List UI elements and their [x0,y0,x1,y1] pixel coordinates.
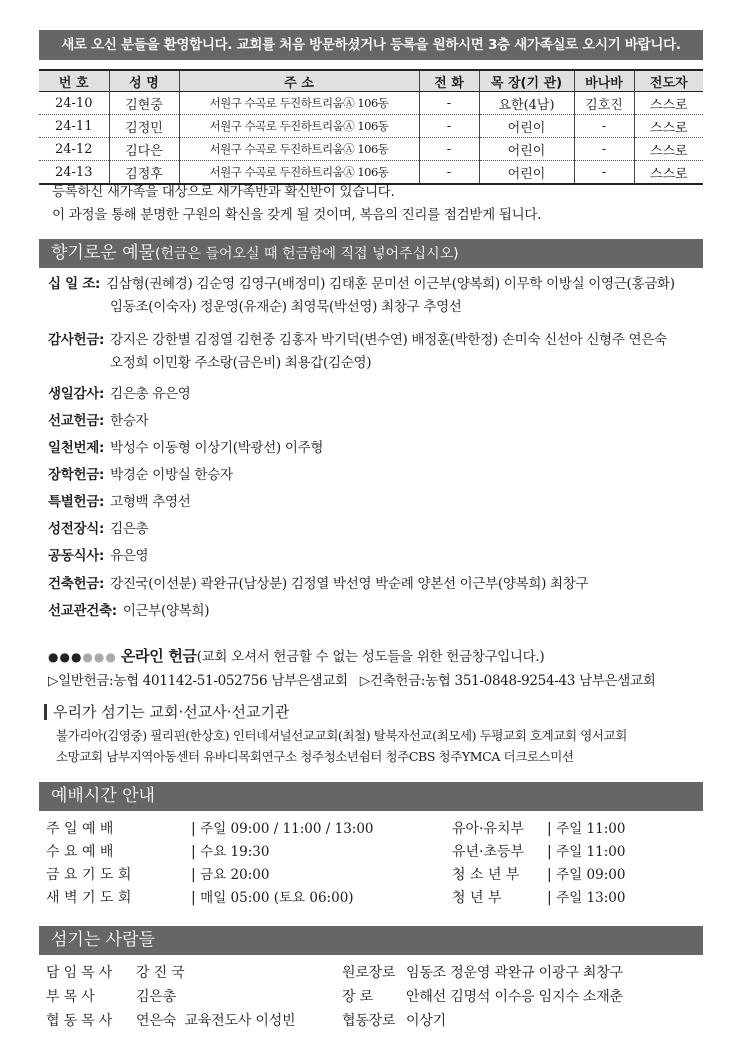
worship-item: 청 소 년 부 | 주일 09:00 [452,863,625,884]
cell-evangelist: 스스로 [634,161,703,185]
offering-meal [48,545,148,568]
registration-note-2: 이 과정을 통해 분명한 구원의 확신을 갖게 될 것이며, 복음의 진리를 점검받게 됩니다. [52,207,542,223]
offering-label: 선교관건축: [48,603,117,619]
worship-time: 수요 19:30 [200,844,270,860]
account-general: ▷일반헌금:농협 401142-51-052756 남부은샘교회 [48,673,348,689]
cell-evangelist: 스스로 [634,138,703,161]
col-name: 성 명 [109,70,179,92]
offering-names: 이근부(양복희) [122,603,210,619]
worship-name: 금 요 기 도 회 [46,867,132,883]
servant-row [46,1010,295,1030]
offering-names: 김삼형(권혜경) 김순영 김영구(배정미) 김태훈 문미선 이근부(양복희) 이무학 이방실 이영근(홍금화) [106,276,675,292]
cell-number: 24-12 [39,138,109,161]
col-evangelist: 전도자 [634,70,703,92]
offering-names: 박성수 이동형 이상기(박광선) 이주형 [110,440,324,456]
cell-address: 서원구 수곡로 두진하트리움Ⓐ 106동 [179,138,419,161]
cell-phone: - [419,92,479,115]
registration-note-1: 등록하신 새가족을 대상으로 새가족반과 확신반이 있습니다. [52,184,395,200]
worship-time: 주일 09:00 [556,867,626,883]
servant-row [342,986,623,1006]
missions-line-2: 소망교회 남부지역아동센터 유바디목회연구소 청주청소년쉼터 청주CBS 청주YMCA 더크로스미션 [56,749,574,764]
cell-number: 24-13 [39,161,109,185]
cell-group: 어린이 [479,115,574,138]
welcome-banner: 새로 오신 분들을 환영합니다. 교회를 처음 방문하셨거나 등록을 원하시면 3층 새가족실로 오시기 바랍니다. [39,30,703,60]
col-number: 번 호 [39,70,109,92]
offering-label: 성전장식: [48,521,105,537]
col-phone: 전 화 [419,70,479,92]
table-row [39,92,703,115]
servant-row [46,962,184,982]
online-offering [48,645,544,666]
offering-birthday [48,383,191,406]
offering-label: 선교헌금: [48,413,105,429]
worship-name: 주 일 예 배 [46,821,114,837]
online-accounts [48,669,656,689]
servant-role: 장 로 [342,989,373,1005]
offering-label: 일천번제: [48,440,105,456]
servant-role: 부 목 사 [46,989,95,1005]
worship-header [39,782,703,811]
servants-title: 섬기는 사람들 [51,930,155,950]
cell-barnabas: - [574,161,634,185]
cell-phone: - [419,138,479,161]
offering-names: 고형백 추영선 [110,494,191,510]
offering-label: 특별헌금: [48,494,105,510]
cell-group: 어린이 [479,161,574,185]
cell-evangelist: 스스로 [634,92,703,115]
worship-time: 금요 20:00 [200,867,270,883]
cell-name: 김다은 [109,138,179,161]
servant-row [342,962,623,982]
col-group: 목 장(기 관) [479,70,574,92]
cell-barnabas: 김호진 [574,92,634,115]
cell-name: 김정민 [109,115,179,138]
worship-title: 예배시간 안내 [51,786,155,806]
servant-row [342,1010,446,1030]
offering-label: 생일감사: [48,386,105,402]
offering-label: 십 일 조: [48,276,101,292]
cell-address: 서원구 수곡로 두진하트리움Ⓐ 106동 [179,115,419,138]
cell-number: 24-10 [39,92,109,115]
servant-row [46,986,176,1006]
col-barnabas: 바나바 [574,70,634,92]
servant-names: 이상기 [406,1013,446,1029]
offering-label: 공동식사: [48,548,105,564]
servant-role: 담 임 목 사 [46,965,113,981]
cell-address: 서원구 수곡로 두진하트리움Ⓐ 106동 [179,161,419,185]
offering-names: 오정희 이민황 주소랑(금은비) 최용갑(김순영) [110,355,372,371]
offering-thousand [48,437,323,460]
offering-names: 김은총 [110,521,149,537]
cell-barnabas: - [574,115,634,138]
worship-name: 유아·유치부 [452,821,525,837]
servant-names: 강 진 국 [136,965,185,981]
offering-names: 강진국(이선분) 곽완규(남상분) 김정열 박선영 박순례 양본선 이근부(양복희) 최창구 [110,576,589,592]
new-member-table [39,69,703,185]
cell-address: 서원구 수곡로 두진하트리움Ⓐ 106동 [179,92,419,115]
cell-barnabas: - [574,138,634,161]
offering-label: 장학헌금: [48,467,105,483]
offering-label: 감사헌금: [48,332,105,348]
decorative-dots-icon: ●●●●●● [48,650,117,664]
worship-time: 주일 11:00 [556,844,626,860]
worship-name: 새 벽 기 도 회 [46,890,132,906]
cell-phone: - [419,115,479,138]
account-building: ▷건축헌금:농협 351-0848-9254-43 남부은샘교회 [359,673,656,689]
missions-line-1: 불가리아(김영중) 필리핀(한상호) 인터네셔널선교교회(최철) 탈북자선교(최모세) 두평교회 호계교회 영서교회 [56,728,627,743]
cell-phone: - [419,161,479,185]
offering-scholarship [48,464,233,487]
worship-name: 청 소 년 부 [452,867,520,883]
worship-item: 청 년 부 | 주일 13:00 [452,886,625,907]
servant-names: 이성빈 [255,1013,296,1029]
servant-role: 교육전도사 [184,1013,252,1029]
offering-names: 박경순 이방실 한승자 [110,467,233,483]
servant-names: 임동조 정운영 곽완규 이광구 최창구 [406,965,623,981]
cell-number: 24-11 [39,115,109,138]
servant-role: 협 동 목 사 [46,1013,113,1029]
table-row [39,138,703,161]
worship-item: 새 벽 기 도 회 | 매일 05:00 (토요 06:00) [46,886,354,907]
servant-names: 안해선 김명석 이수응 임지수 소재춘 [406,989,623,1005]
missions-title: 우리가 섬기는 교회·선교사·선교기관 [44,704,289,720]
offering-decoration [48,518,148,541]
worship-item: 유년·초등부 | 주일 11:00 [452,840,625,861]
offering-thanks [48,329,667,375]
online-title: 온라인 헌금 [120,647,197,665]
offering-names: 유은영 [110,548,149,564]
cell-evangelist: 스스로 [634,115,703,138]
offering-names: 김은총 유은영 [110,386,191,402]
worship-name: 수 요 예 배 [46,844,114,860]
offering-names: 임동조(이숙자) 정운영(유재순) 최영묵(박선영) 최창구 추영선 [110,299,462,315]
worship-name: 유년·초등부 [452,844,525,860]
servant-role: 원로장로 [342,965,396,981]
worship-item: 수 요 예 배 | 수요 19:30 [46,840,269,861]
offering-special [48,491,191,514]
worship-name: 청 년 부 [452,890,502,906]
cell-group: 어린이 [479,138,574,161]
col-address: 주 소 [179,70,419,92]
offering-mission-building [48,600,209,623]
worship-time: 주일 11:00 [556,821,626,837]
offering-subtitle: (헌금은 들어오실 때 헌금함에 직접 넣어주십시오) [154,246,459,262]
worship-time: 주일 09:00 / 11:00 / 13:00 [200,821,374,837]
cell-name: 김현중 [109,92,179,115]
offering-names: 한승자 [110,413,149,429]
worship-time: 매일 05:00 (토요 06:00) [200,890,354,906]
offering-tithe [48,273,675,319]
worship-item: 주 일 예 배 | 주일 09:00 / 11:00 / 13:00 [46,817,374,838]
worship-item: 유아·유치부 | 주일 11:00 [452,817,625,838]
servant-names: 김은총 [136,989,176,1005]
cell-name: 김정후 [109,161,179,185]
offering-title: 향기로운 예물 [51,243,155,263]
cell-group: 요한(4남) [479,92,574,115]
offering-mission [48,410,148,433]
table-header-row [39,70,703,92]
servants-header [39,926,703,955]
worship-item: 금 요 기 도 회 | 금요 20:00 [46,863,269,884]
offering-label: 건축헌금: [48,576,105,592]
offering-names: 강지은 강한별 김정열 김현중 김홍자 박기덕(변수연) 배정훈(박한정) 손미숙 신선아 신형주 연은숙 [110,332,667,348]
table-row [39,115,703,138]
worship-time: 주일 13:00 [556,890,626,906]
online-desc: (교회 오셔서 헌금할 수 없는 성도들을 위한 헌금창구입니다.) [196,649,545,665]
offering-header [39,239,703,268]
servant-role: 협동장로 [342,1013,396,1029]
servant-names: 연은숙 [136,1013,176,1029]
offering-building [48,573,588,596]
